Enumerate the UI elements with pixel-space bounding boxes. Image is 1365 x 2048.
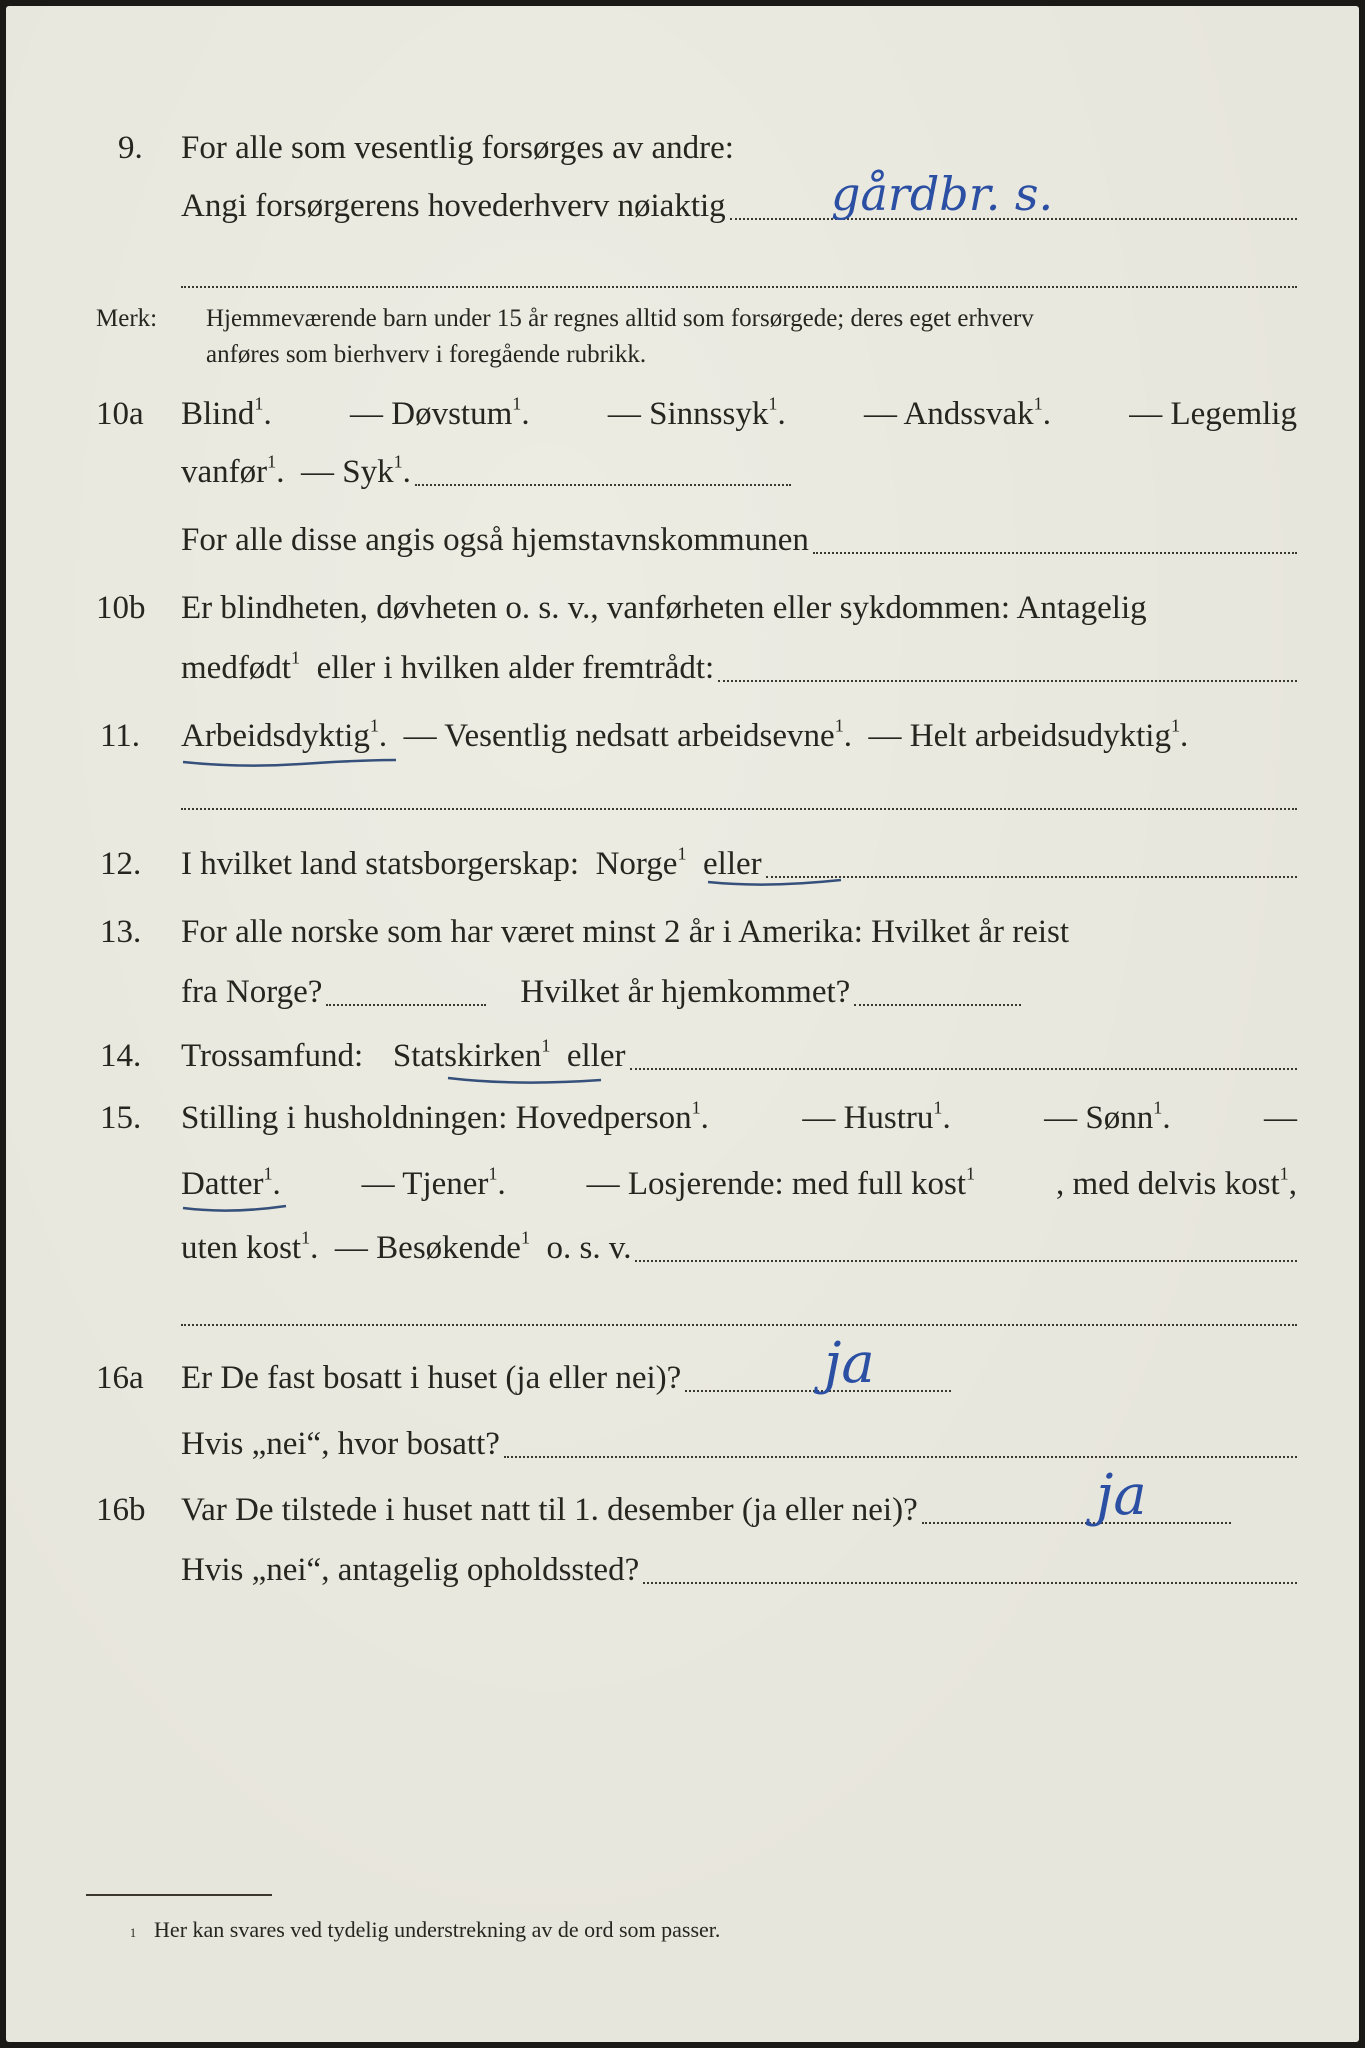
merk-text-2: anføres som bierhverv i foregående rubrikk. [206, 341, 647, 368]
q16b-number: 16b [96, 1492, 146, 1528]
q9-handwritten-answer: gårdbr. s. [831, 167, 1054, 221]
q10a-vanfor[interactable]: vanfør$^1$. [181, 451, 285, 490]
q10a-hjemstavn-answer-line[interactable] [813, 552, 1297, 554]
q10a-number: 10a [96, 396, 144, 432]
q16b-prompt: Var De tilstede i huset natt til 1. desember (ja eller nei)? [181, 1492, 918, 1528]
q12-eller: eller [703, 846, 762, 882]
q14-answer-line[interactable] [630, 1068, 1297, 1070]
q10b-answer-line[interactable] [718, 680, 1297, 682]
q16a-number: 16a [96, 1360, 144, 1396]
q16a-bosatt-answer-line[interactable] [504, 1456, 1297, 1458]
q12-number: 12. [100, 846, 142, 882]
q13-reist-answer-line[interactable] [326, 1004, 486, 1006]
q15-osv: o. s. v. [546, 1230, 632, 1266]
q9-extra-line [181, 286, 1297, 288]
q13-reist-prompt: fra Norge? [181, 974, 323, 1010]
q10b-number: 10b [96, 590, 146, 626]
q16b-handwritten-answer: ja [1096, 1463, 1147, 1528]
q10a-blind[interactable]: Blind$^1$. [181, 393, 272, 432]
q9-question: For alle som vesentlig forsørges av andre: [181, 130, 734, 166]
q10a-syk-answer-line[interactable] [415, 484, 791, 486]
q15-hovedperson[interactable]: Stilling i husholdningen: Hovedperson$^1$. [181, 1097, 709, 1136]
q14-statskirken[interactable]: Statskirken$^1$ [392, 1035, 551, 1074]
q13-hjemkommet-prompt: Hvilket år hjemkommet? [520, 974, 851, 1010]
q11-nedsatt[interactable]: — Vesentlig nedsatt arbeidsevne$^1$. [403, 715, 853, 754]
q15-extra-line [181, 1324, 1297, 1326]
q11-number: 11. [100, 718, 141, 754]
q10a-andssvak[interactable]: — Andssvak$^1$. [864, 393, 1051, 432]
q15-sonn[interactable]: — Sønn$^1$. [1044, 1097, 1171, 1136]
q15-datter[interactable]: Datter$^1$. [181, 1163, 281, 1202]
q16b-opholdssted-answer-line[interactable] [643, 1582, 1297, 1584]
census-form-page: 9. For alle som vesentlig forsørges av andre: Angi forsørgerens hovederhverv nøiaktig gårdbr. s. Merk: Hjemmeværende barn under 15 år regnes alltid som forsørgede; deres eget erhverv anføres som bierhverv i foregående rubrikk. 10a Blind$^1$. — Døvstum$^1$. — Sinnssyk$^1$. — Andssvak$^1$. — Legemlig vanfør$^1$. — Syk$^1$. For alle disse angis også hjemstavnskommunen 10b Er blindheten, døvheten o. s. v., vanførheten eller sykdommen: Antagelig medfødt$^1$ eller i hvilken alder fremtrådt: 11. Arbeidsdyktig$^1$. — Vesentlig nedsatt arbeidsevne$^1$. — Helt arbeidsudyktig$^1$. 12. I hvilket land statsborgerskap: Norge$^1$ eller 13. For alle norske som har været minst 2 år i Amerika: Hvilket år reist fra Norge? Hvilket år hjemkommet? 14. Trossamfund: Statskirken$^1$ eller 15. Stilling i husholdningen: Hovedperson$^1$. — Hustru$^1$. — Sønn$^1$. — Datter$^1$. — Tjener$^1$. — Losjerende: med full kost$^1$ , med delvis kost$^1$, uten kost$^1$. — Besøkende$^1$ o. s. v. 16a Er De fast bosatt i huset (ja eller nei)? ja Hvis „nei“, hvor bosatt? 16b Var De tilstede i huset natt til 1. desember (ja eller nei)? ja Hvis „nei“, antagelig opholdssted? 1 Her kan svares ved tydelig understrekning av de ord som passer. [6, 6, 1359, 2042]
q16a-bosatt-prompt: Hvis „nei“, hvor bosatt? [181, 1426, 500, 1462]
q11-extra-line [181, 808, 1297, 810]
q12-norge[interactable]: Norge$^1$ [595, 843, 687, 882]
q11-udyktig[interactable]: — Helt arbeidsudyktig$^1$. [868, 715, 1189, 754]
merk-text-1: Hjemmeværende barn under 15 år regnes alltid som forsørgede; deres eget erhverv [206, 305, 1034, 332]
q15-tjener[interactable]: — Tjener$^1$. [361, 1163, 506, 1202]
q15-delvis-kost[interactable]: , med delvis kost$^1$, [1056, 1163, 1297, 1202]
q10a-syk[interactable]: — Syk$^1$. [300, 451, 411, 490]
q11-handwritten-underline [181, 754, 401, 774]
q14-eller: eller [566, 1038, 626, 1074]
q14-number: 14. [100, 1038, 142, 1074]
q15-besokende[interactable]: — Besøkende$^1$ [334, 1227, 531, 1266]
q15-answer-line[interactable] [635, 1260, 1297, 1262]
q16b-answer-line[interactable] [922, 1522, 1231, 1524]
q15-uten-kost[interactable]: uten kost$^1$. [181, 1227, 319, 1266]
footnote-text: Her kan svares ved tydelig understrekning av de ord som passer. [154, 1917, 721, 1942]
q15-hustru[interactable]: — Hustru$^1$. [802, 1097, 951, 1136]
q10b-alder-prompt: eller i hvilken alder fremtrådt: [316, 650, 715, 686]
q15-dash: — [1263, 1100, 1297, 1136]
q15-handwritten-underline [181, 1202, 291, 1222]
q10a-dovstum[interactable]: — Døvstum$^1$. [350, 393, 530, 432]
q10a-sinnssyk[interactable]: — Sinnssyk$^1$. [607, 393, 786, 432]
q16a-answer-line[interactable] [685, 1390, 951, 1392]
q16a-prompt: Er De fast bosatt i huset (ja eller nei)? [181, 1360, 682, 1396]
q10b-question: Er blindheten, døvheten o. s. v., vanførheten eller sykdommen: Antagelig [181, 590, 1147, 626]
footnote-rule [86, 1894, 272, 1896]
q15-full-kost[interactable]: — Losjerende: med full kost$^1$ [586, 1163, 976, 1202]
q12-handwritten-underline [706, 876, 846, 896]
q12-prompt: I hvilket land statsborgerskap: [181, 846, 580, 882]
q10a-legemlig[interactable]: — Legemlig [1129, 396, 1297, 432]
q13-question: For alle norske som har været minst 2 år i Amerika: Hvilket år reist [181, 914, 1070, 950]
q14-handwritten-underline [446, 1074, 606, 1094]
q10a-hjemstavn-prompt: For alle disse angis også hjemstavnskommunen [181, 522, 809, 558]
q16b-opholdssted-prompt: Hvis „nei“, antagelig opholdssted? [181, 1552, 640, 1588]
q13-number: 13. [100, 914, 142, 950]
q9-number: 9. [118, 130, 143, 166]
q16a-handwritten-answer: ja [824, 1331, 875, 1396]
q11-arbeidsdyktig[interactable]: Arbeidsdyktig$^1$. [181, 715, 388, 754]
merk-label: Merk: [96, 305, 158, 332]
q9-prompt: Angi forsørgerens hovederhverv nøiaktig [181, 188, 726, 224]
q10b-medfodt[interactable]: medfødt$^1$ [181, 647, 301, 686]
q15-number: 15. [100, 1100, 142, 1136]
q14-prompt: Trossamfund: [181, 1038, 364, 1074]
q13-hjemkommet-answer-line[interactable] [854, 1004, 1021, 1006]
